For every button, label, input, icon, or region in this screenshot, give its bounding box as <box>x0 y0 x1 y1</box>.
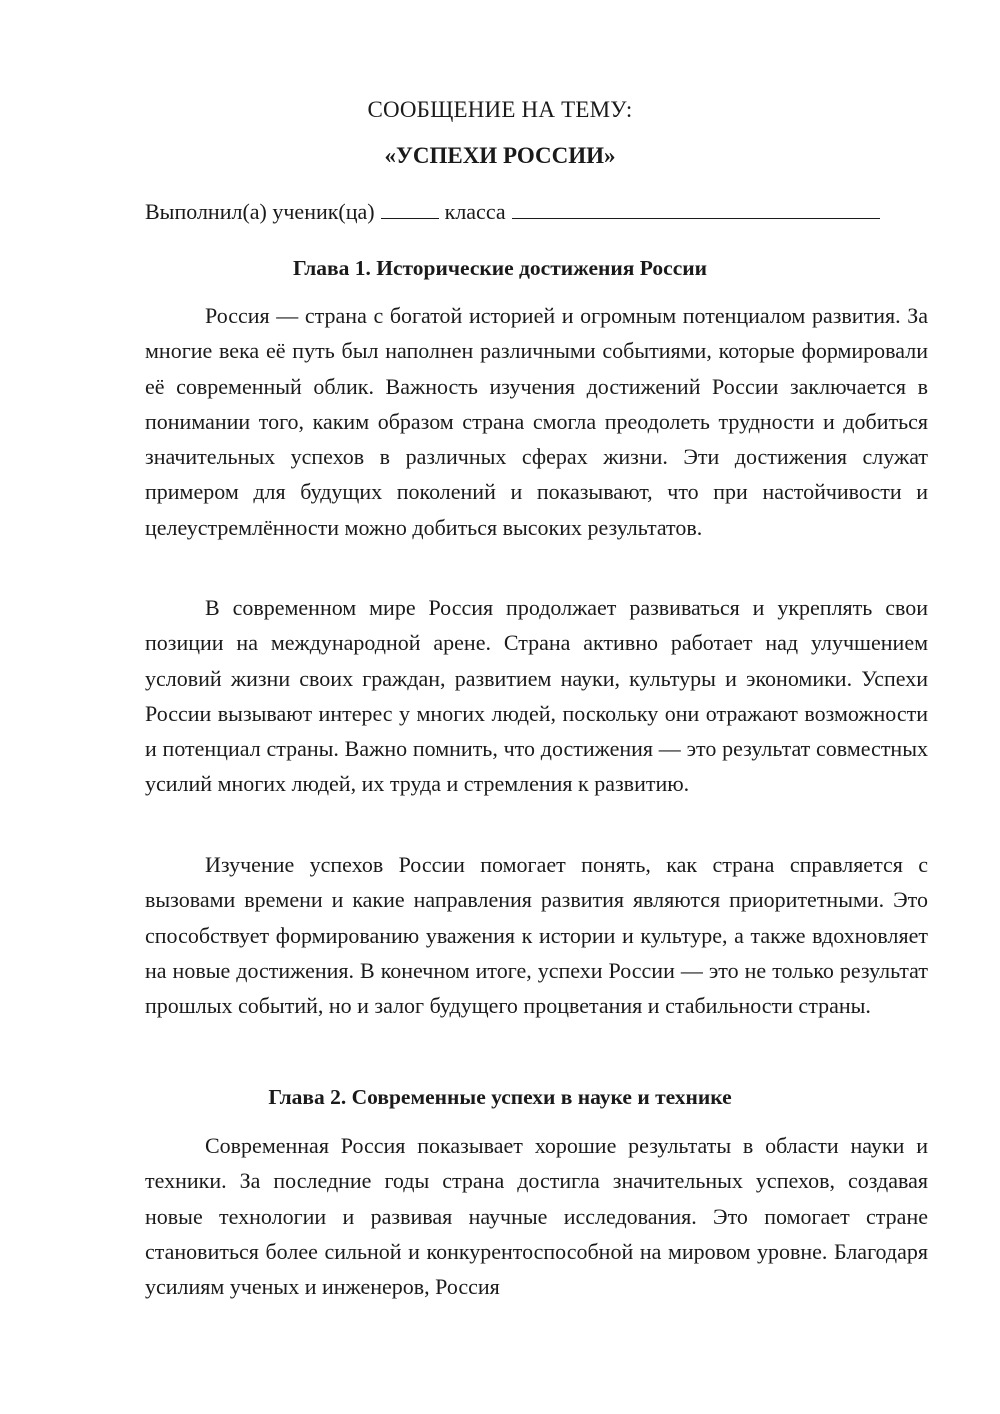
grade-blank-field <box>381 198 439 219</box>
chapter-2-heading: Глава 2. Современные успехи в науке и технике <box>268 1085 732 1109</box>
report-topic-title: «УСПЕХИ РОССИИ» <box>384 143 616 168</box>
chapter-1-paragraph-3: Изучение успехов России помогает понять, как страна справляется с вызовами времени и какие направления развития являются приоритетными. Это способствует формированию уважения к истории и культуре, а также вдохновляет на новые достижения. В конечном итоге, успехи России — это не только результат прошлых событий, но и залог будущего процветания и стабильности страны. <box>145 852 928 1019</box>
chapter-1-paragraph-1: Россия — страна с богатой историей и огромным потенциалом развития. За многие века её путь был наполнен различными событиями, которые формировали её современный облик. Важность изучения достижений России заключается в понимании того, каким образом страна смогла преодолеть трудности и добиться значительных успехов в различных сферах жизни. Эти достижения служат примером для будущих поколений и показывают, что при настойчивости и целеустремлённости можно добиться высоких результатов. <box>145 303 928 540</box>
chapter-1-paragraph-2: В современном мире Россия продолжает развиваться и укреплять свои позиции на международной арене. Страна активно работает над улучшением условий жизни своих граждан, развитием науки, культуры и экономики. Успехи России вызывают интерес у многих людей, поскольку они отражают возможности и потенциал страны. Важно помнить, что достижения — это результат совместных усилий многих людей, их труда и стремления к развитию. <box>145 595 928 797</box>
report-title-label: СООБЩЕНИЕ НА ТЕМУ: <box>367 97 633 122</box>
author-prefix: Выполнил(а) ученик(ца) <box>145 199 375 224</box>
name-blank-field <box>512 198 880 219</box>
author-line <box>145 198 935 226</box>
chapter-1-heading: Глава 1. Исторические достижения России <box>292 256 708 280</box>
author-class-label: класса <box>444 199 506 224</box>
chapter-2-paragraph-1: Современная Россия показывает хорошие результаты в области науки и техники. За последние годы страна достигла значительных успехов, создавая новые технологии и развивая научные исследования. Это помогает стране становиться более сильной и конкурентоспособной на мировом уровне. Благодаря усилиям ученых и инженеров, Россия <box>145 1133 928 1300</box>
